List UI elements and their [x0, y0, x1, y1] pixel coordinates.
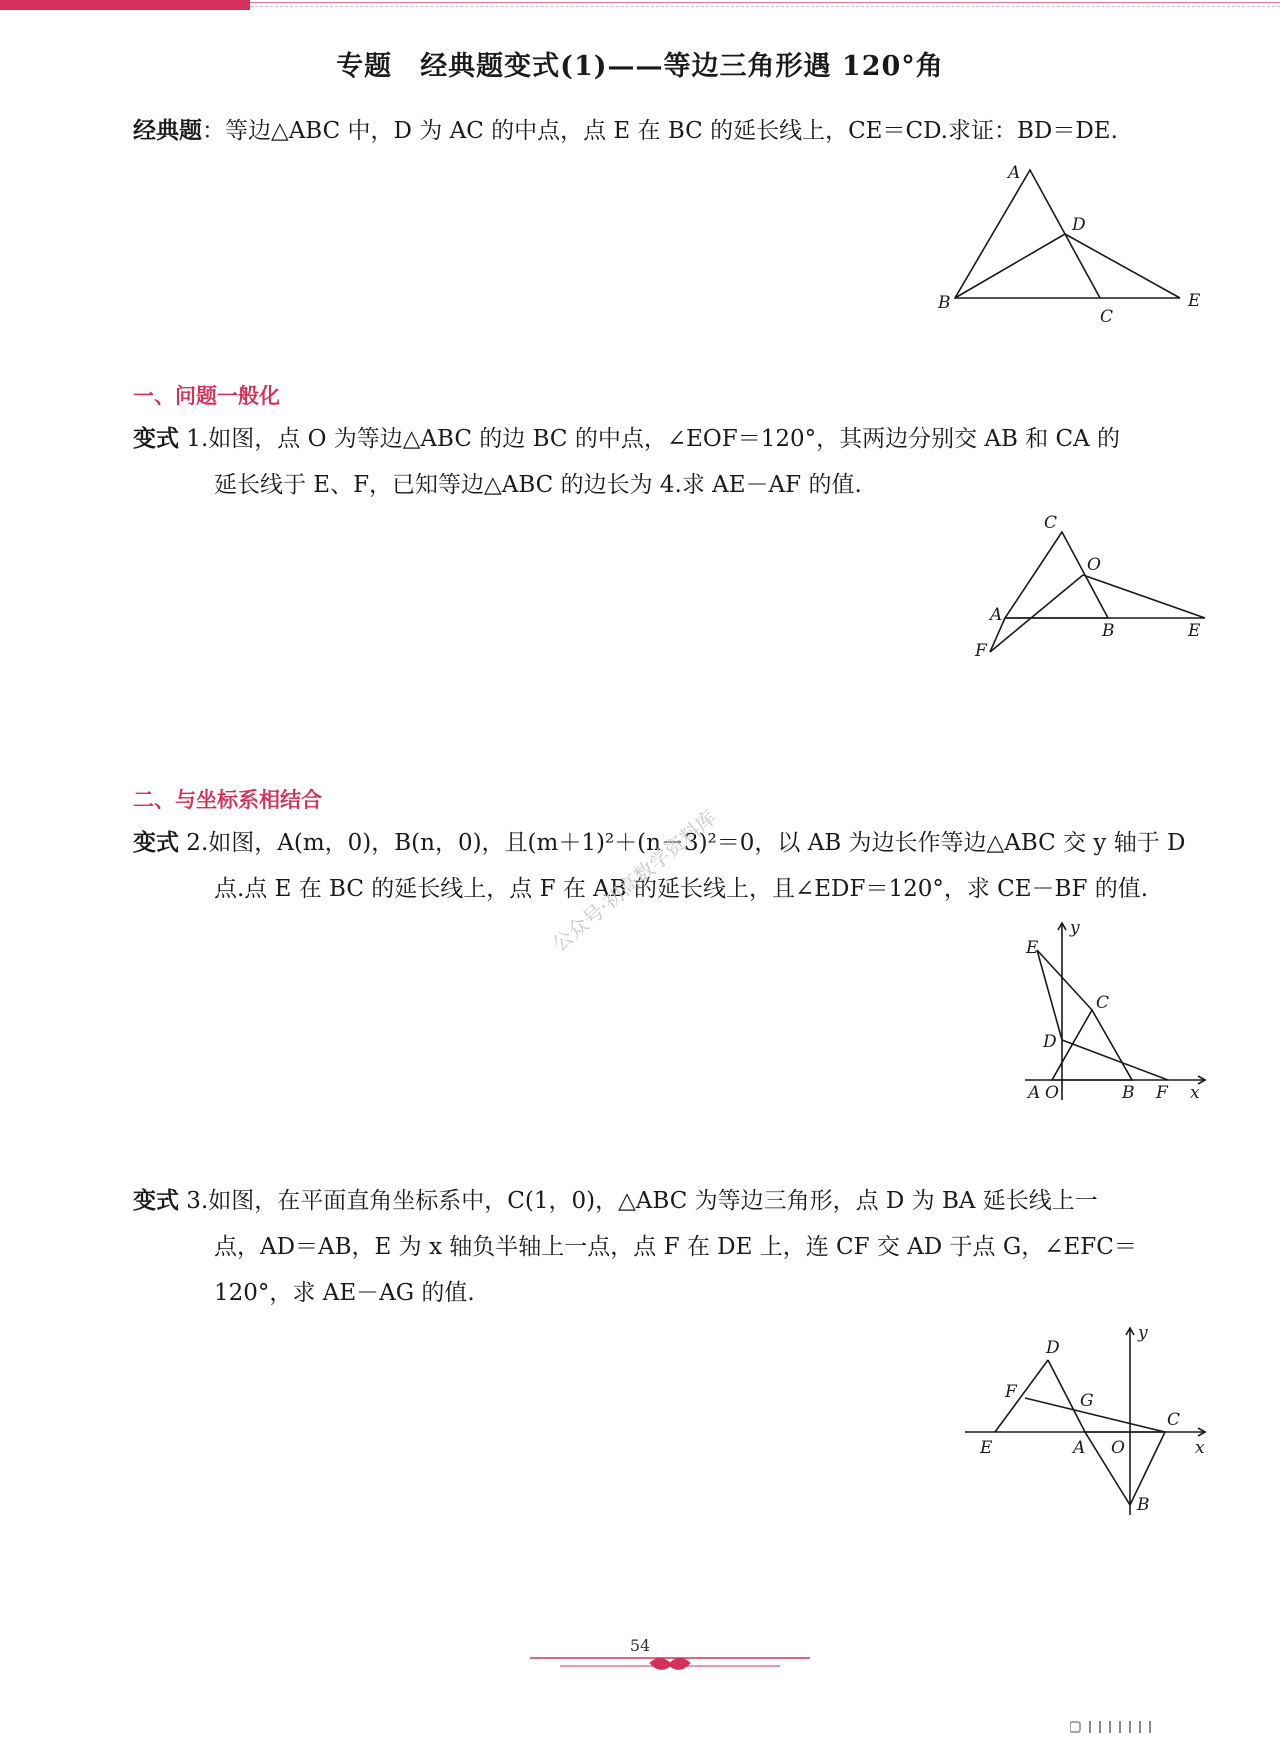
corner-square: [1070, 1722, 1080, 1732]
corner-marks: [1070, 1720, 1230, 1734]
segment-bd: [955, 234, 1065, 298]
section-heading-1: 一、问题一般化: [133, 384, 280, 408]
variant-3: [133, 1178, 1137, 1316]
variant-3-line2: 点，AD＝AB，E 为 x 轴负半轴上一点，点 F 在 DE 上，连 CF 交 AD 于点 G，∠EFC＝: [214, 1234, 1137, 1260]
variant-1: [133, 416, 1120, 508]
label-c: C: [1096, 993, 1110, 1013]
label-b: B: [1122, 1083, 1135, 1103]
page-number: 54: [629, 1636, 651, 1655]
classic-text: ：等边△ABC 中，D 为 AC 的中点，点 E 在 BC 的延长线上，CE＝CD.求证：BD＝DE.: [202, 118, 1118, 144]
title-main: 经典题变式(1)——等边三角形遇 120°角: [420, 51, 944, 82]
label-d: D: [1046, 1338, 1060, 1358]
figure-variant-1: [960, 510, 1220, 670]
triangle-abc: [1005, 532, 1108, 618]
label-e: E: [1188, 621, 1201, 641]
label-e: E: [1188, 291, 1201, 311]
label-d: D: [1072, 215, 1086, 235]
label-o: O: [1045, 1083, 1059, 1103]
label-f: F: [1156, 1083, 1168, 1103]
label-a: A: [990, 605, 1003, 625]
triangle-abc: [1085, 1432, 1165, 1505]
triangle-abc: [1052, 1010, 1132, 1080]
classic-problem: [133, 108, 1118, 154]
label-b: B: [938, 293, 951, 313]
book-icon: [650, 1659, 690, 1670]
classic-label: 经典题: [133, 117, 202, 144]
label-c: C: [1167, 1410, 1181, 1430]
label-x: x: [1190, 1083, 1200, 1103]
label-e: E: [1026, 938, 1039, 958]
label-c: C: [1100, 307, 1114, 327]
title-topic: 专题: [336, 51, 393, 82]
label-x: x: [1195, 1438, 1205, 1458]
label-f: F: [1005, 1382, 1017, 1402]
label-d: D: [1043, 1032, 1057, 1052]
page-title: [0, 44, 1280, 83]
label-c: C: [1044, 513, 1058, 533]
figure-variant-3: [955, 1320, 1215, 1520]
figure-variant-2: [1010, 915, 1210, 1105]
segment-oe: [1083, 575, 1205, 618]
variant-2-label: 变式: [133, 829, 179, 856]
top-red-bar: [0, 0, 250, 10]
label-y: y: [1138, 1323, 1148, 1343]
variant-3-line3: 120°，求 AE－AG 的值.: [214, 1280, 475, 1306]
label-g: G: [1080, 1391, 1094, 1411]
top-rule: [250, 2, 1280, 3]
variant-3-label: 变式: [133, 1187, 179, 1214]
section-heading-2: 二、与坐标系相结合: [133, 788, 322, 812]
variant-2-line2: 点.点 E 在 BC 的延长线上，点 F 在 AB 的延长线上，且∠EDF＝120°，求 CE－BF 的值.: [214, 876, 1149, 902]
label-f: F: [975, 641, 987, 661]
label-o: O: [1087, 555, 1101, 575]
top-decoration-band: [0, 0, 1280, 18]
label-e: E: [980, 1438, 993, 1458]
label-b: B: [1137, 1495, 1150, 1515]
label-y: y: [1070, 918, 1080, 938]
segment-df: [1062, 1040, 1168, 1080]
label-o: O: [1111, 1438, 1125, 1458]
label-a: A: [1073, 1438, 1086, 1458]
variant-3-line1: 3.如图，在平面直角坐标系中，C(1，0)，△ABC 为等边三角形，点 D 为 BA 延长线上一: [179, 1188, 1098, 1214]
variant-1-line2: 延长线于 E、F，已知等边△ABC 的边长为 4.求 AE－AF 的值.: [214, 472, 862, 498]
segment-of: [990, 575, 1083, 652]
segment-de: [995, 1360, 1048, 1432]
top-dotted-rule: [250, 6, 1280, 8]
segment-fc: [1025, 1398, 1165, 1432]
watermark: 公众号·初高数学资料库: [547, 805, 721, 957]
variant-2-line1: 2.如图，A(m，0)，B(n，0)，且(m＋1)²＋(n－3)²＝0，以 AB 为边长作等边△ABC 交 y 轴于 D: [179, 830, 1186, 856]
variant-1-line1: 1.如图，点 O 为等边△ABC 的边 BC 的中点，∠EOF＝120°，其两边分别交 AB 和 CA 的: [179, 426, 1121, 452]
label-b: B: [1102, 621, 1115, 641]
figure-classic: [930, 160, 1210, 335]
variant-1-label: 变式: [133, 425, 179, 452]
label-a: A: [1028, 1083, 1041, 1103]
label-a: A: [1008, 163, 1021, 183]
